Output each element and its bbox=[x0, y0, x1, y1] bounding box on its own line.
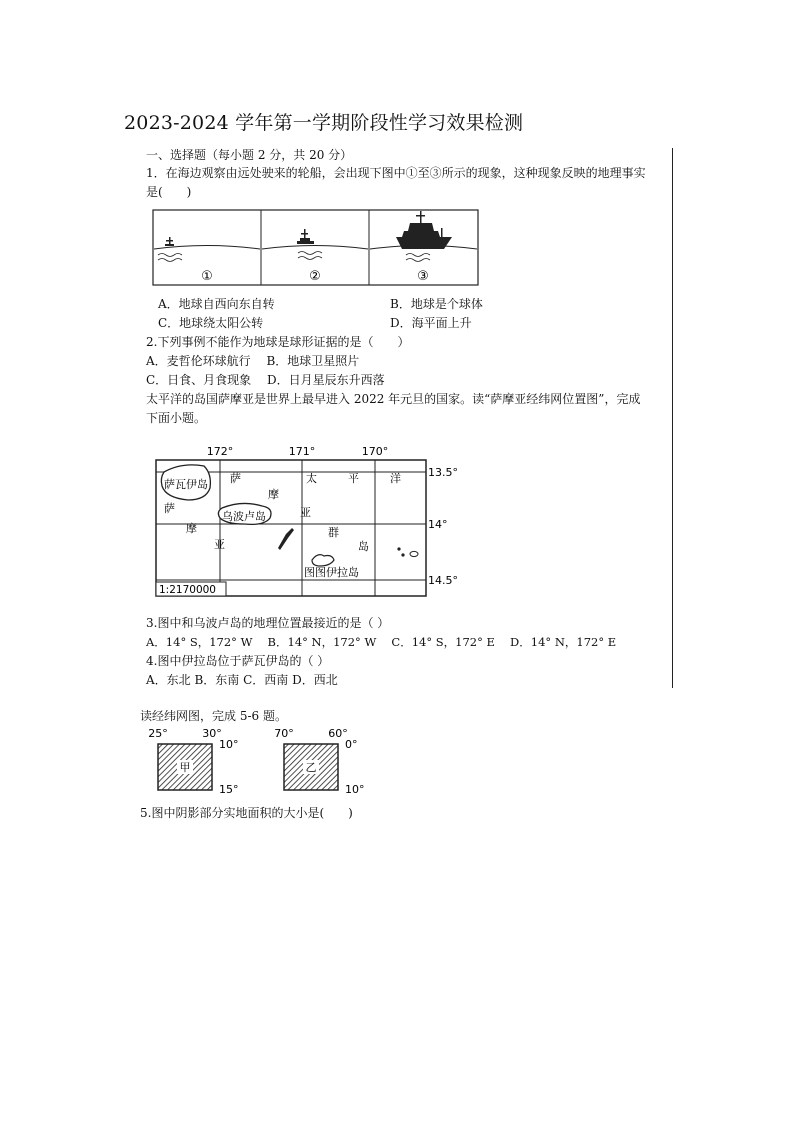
q3-options: A．14° S，172° W B．14° N，172° W C．14° S，172° E D．14° N，172° E bbox=[146, 635, 617, 649]
panel-label-3: ③ bbox=[417, 269, 429, 284]
map-char: 群 bbox=[328, 526, 339, 539]
islet-dot bbox=[401, 553, 404, 556]
q1-option-a: A．地球自西向东自转 bbox=[158, 297, 275, 311]
small-island bbox=[278, 528, 294, 550]
q1-option-d: D．海平面上升 bbox=[390, 316, 472, 330]
lat-label-14: 14° bbox=[428, 518, 448, 531]
yi-label: 乙 bbox=[305, 761, 317, 774]
q56-intro: 读经纬网图，完成 5-6 题。 bbox=[140, 709, 287, 723]
q2-stem: 2.下列事例不能作为地球是球形证据的是（ ） bbox=[146, 335, 410, 349]
q4-options: A．东北 B．东南 C．西南 D．西北 bbox=[146, 673, 338, 687]
map-char: 太 bbox=[306, 472, 317, 485]
horizon-curve bbox=[262, 246, 368, 250]
horizon-curve bbox=[154, 246, 260, 250]
map-scale: 1:2170000 bbox=[159, 584, 216, 596]
lon-label-171: 171° bbox=[288, 445, 316, 458]
map-char: 萨 bbox=[230, 472, 241, 485]
q4-stem: 4.图中伊拉岛位于萨瓦伊岛的（ ） bbox=[146, 654, 330, 668]
lon-label-172: 172° bbox=[206, 445, 234, 458]
q1-stem-line2: 是( ) bbox=[146, 185, 192, 199]
samoa-grid-map bbox=[152, 442, 462, 600]
q2-options-row2: C．日食、月食现象 D．日月星辰东升西落 bbox=[146, 373, 385, 387]
ship-full-icon bbox=[396, 211, 452, 249]
passage-line1: 太平洋的岛国萨摩亚是世界上最早进入 2022 年元旦的国家。读“萨摩亚经纬网位置图”，完成 bbox=[146, 392, 641, 406]
ship-horizon-figure bbox=[152, 209, 480, 287]
q1-stem-line1: 1．在海边观察由远处驶来的轮船，会出现下图中①至③所示的现象，这种现象反映的地理事实 bbox=[146, 166, 646, 180]
map-char: 平 bbox=[348, 472, 359, 485]
label-upolu: 乌波卢岛 bbox=[222, 510, 266, 523]
islet-dot bbox=[397, 547, 400, 550]
q5-stem: 5.图中阴影部分实地面积的大小是( ) bbox=[140, 806, 353, 820]
tutuila-island bbox=[312, 555, 334, 566]
lat-label-14-5: 14.5° bbox=[428, 574, 458, 587]
yi-lat-bottom: 10° bbox=[345, 783, 365, 796]
yi-lon-right: 60° bbox=[328, 727, 348, 740]
page-title: 2023-2024 学年第一学期阶段性学习效果检测 bbox=[124, 112, 524, 134]
jia-lon-left: 25° bbox=[148, 727, 168, 740]
jia-lat-bottom: 15° bbox=[219, 783, 239, 796]
jia-label: 甲 bbox=[179, 761, 191, 774]
map-char: 萨 bbox=[164, 502, 175, 515]
grid-figure-jia bbox=[146, 726, 246, 798]
q3-stem: 3.图中和乌波卢岛的地理位置最接近的是（ ） bbox=[146, 616, 390, 630]
yi-lon-left: 70° bbox=[274, 727, 294, 740]
label-tutuila: 图图伊拉岛 bbox=[304, 566, 359, 579]
map-char: 岛 bbox=[358, 540, 369, 553]
map-char: 摩 bbox=[186, 522, 197, 535]
q1-option-b: B．地球是个球体 bbox=[390, 297, 483, 311]
q1-option-c: C．地球绕太阳公转 bbox=[158, 316, 264, 330]
q2-options-row1: A．麦哲伦环球航行 B．地球卫星照片 bbox=[146, 354, 360, 368]
ship-partial-icon bbox=[297, 229, 314, 244]
islet bbox=[410, 551, 418, 556]
section-heading: 一、选择题（每小题 2 分，共 20 分） bbox=[146, 148, 353, 162]
lat-label-13-5: 13.5° bbox=[428, 466, 458, 479]
map-char: 洋 bbox=[390, 472, 401, 485]
jia-lat-top: 10° bbox=[219, 738, 239, 751]
label-savaii: 萨瓦伊岛 bbox=[164, 478, 208, 491]
map-char: 亚 bbox=[214, 538, 225, 551]
map-char: 摩 bbox=[268, 488, 279, 501]
passage-line2: 下面小题。 bbox=[146, 411, 207, 425]
yi-lat-top: 0° bbox=[345, 738, 358, 751]
lon-label-170: 170° bbox=[361, 445, 389, 458]
wave-lines bbox=[158, 252, 430, 262]
jia-lon-right: 30° bbox=[202, 727, 222, 740]
margin-line bbox=[672, 148, 673, 688]
map-char: 亚 bbox=[300, 506, 311, 519]
ship-mast-icon bbox=[165, 237, 174, 246]
panel-label-2: ② bbox=[309, 269, 321, 284]
grid-figure-yi bbox=[272, 726, 372, 798]
panel-label-1: ① bbox=[201, 269, 213, 284]
